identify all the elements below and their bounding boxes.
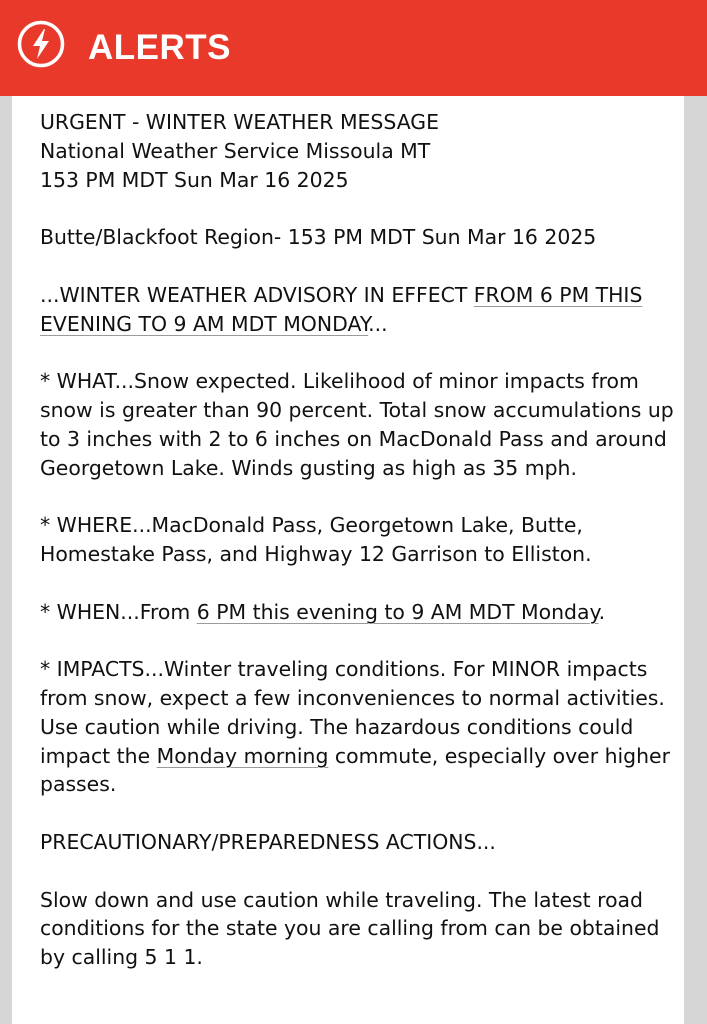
alerts-header bbox=[0, 0, 707, 96]
heading-line-2: National Weather Service Missoula MT bbox=[40, 138, 431, 163]
region-line: Butte/Blackfoot Region- 153 PM MDT Sun Mar 16 2025 bbox=[40, 225, 597, 250]
advisory-suffix: ... bbox=[368, 311, 388, 336]
alert-message bbox=[40, 108, 680, 1001]
when-paragraph bbox=[40, 598, 680, 627]
where-paragraph: * WHERE...MacDonald Pass, Georgetown Lake, Butte, Homestake Pass, and Highway 12 Garrison to Elliston. bbox=[40, 513, 592, 566]
impacts-prefix: * IMPACTS...Winter traveling conditions. For MINOR impacts from snow, expect a few inconveniences to normal activities. Use caution while driving. The hazardous conditions could impact the bbox=[40, 657, 665, 768]
advisory-line bbox=[40, 281, 680, 339]
heading-line-1: URGENT - WINTER WEATHER MESSAGE bbox=[40, 110, 439, 134]
what-paragraph: * WHAT...Snow expected. Likelihood of minor impacts from snow is greater than 90 percent. Total snow accumulations up to 3 inches with 2 to 6 inches on MacDonald Pass and around Georgetown Lake. Winds gusting as high as 35 mph. bbox=[40, 369, 674, 480]
when-suffix: . bbox=[598, 599, 606, 624]
when-time-link[interactable]: 6 PM this evening to 9 AM MDT Monday bbox=[196, 599, 599, 624]
precautionary-body: Slow down and use caution while traveling. The latest road conditions for the state you are calling from can be obtained by calling 5 1 1. bbox=[40, 887, 660, 970]
heading-line-3: 153 PM MDT Sun Mar 16 2025 bbox=[40, 167, 349, 192]
lightning-bolt-icon bbox=[17, 20, 65, 68]
message-heading bbox=[40, 108, 680, 194]
precautionary-heading: PRECAUTIONARY/PREPAREDNESS ACTIONS... bbox=[40, 829, 496, 854]
when-prefix: * WHEN...From bbox=[40, 599, 197, 624]
impacts-paragraph bbox=[40, 655, 680, 799]
advisory-prefix: ...WINTER WEATHER ADVISORY IN EFFECT bbox=[40, 282, 474, 307]
impacts-time-link[interactable]: Monday morning bbox=[156, 743, 329, 768]
page-title: ALERTS bbox=[88, 28, 231, 67]
impacts-suffix: commute, especially over higher passes. bbox=[40, 743, 670, 797]
advisory-time-link[interactable]: FROM 6 PM THIS EVENING TO 9 AM MDT MONDAY bbox=[40, 282, 643, 336]
